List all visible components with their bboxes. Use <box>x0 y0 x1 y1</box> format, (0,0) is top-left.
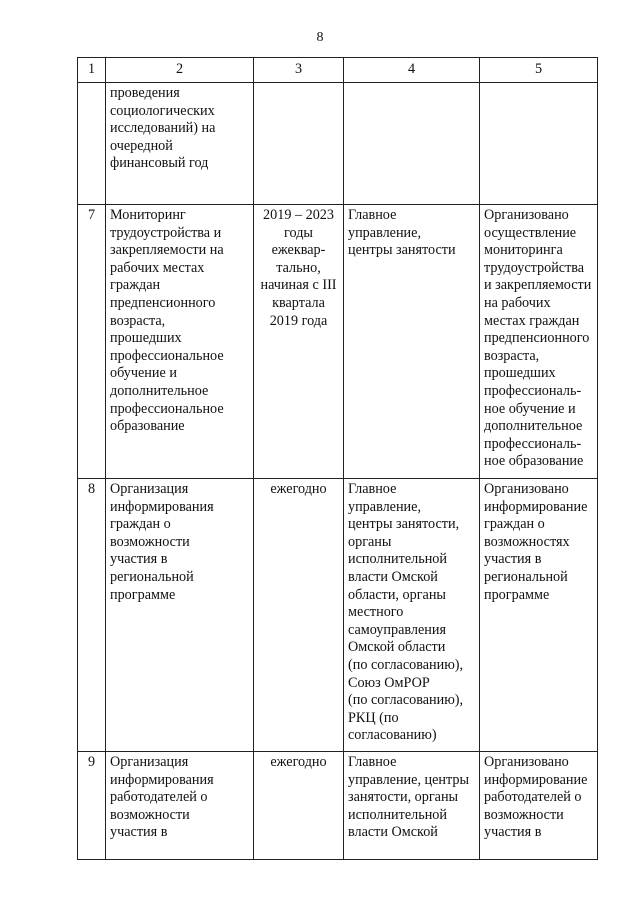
row-number: 8 <box>78 479 106 752</box>
row-number: 9 <box>78 751 106 859</box>
measure-timing: ежегодно <box>254 751 344 859</box>
measure-result: Организовано информирование граждан о возможностях участия в региональной программе <box>480 479 598 752</box>
table-header-row <box>78 58 598 83</box>
measure-executor: Главное управление, центры занятости, органы исполнительной власти Омской <box>344 751 480 859</box>
measure-name: проведения социологических исследований) на очередной финансовый год <box>106 83 254 205</box>
measure-result: Организовано осуществление мониторинга трудоустройства и закрепляемости на рабочих местах граждан предпенсионного возраста, прошедших профессиональ- ное обучение и дополнительное профессиональ- ное образование <box>480 205 598 479</box>
page-number: 8 <box>316 30 324 45</box>
measure-executor: Главное управление, центры занятости <box>344 205 480 479</box>
measure-name: Мониторинг трудоустройства и закрепляемости на рабочих местах граждан предпенсионного возраста, прошедших профессиональное обучение и дополнительное профессиональное образование <box>106 205 254 479</box>
table-row <box>78 205 598 479</box>
table-row <box>78 751 598 859</box>
measure-name: Организация информирования граждан о возможности участия в региональной программе <box>106 479 254 752</box>
measure-timing: ежегодно <box>254 479 344 752</box>
measure-executor <box>344 83 480 205</box>
header-col-1: 1 <box>78 58 106 83</box>
row-number <box>78 83 106 205</box>
measure-result: Организовано информирование работодателей о возможности участия в <box>480 751 598 859</box>
header-col-4: 4 <box>344 58 480 83</box>
measure-name: Организация информирования работодателей о возможности участия в <box>106 751 254 859</box>
header-col-5: 5 <box>480 58 598 83</box>
measure-timing <box>254 83 344 205</box>
table-row <box>78 479 598 752</box>
measure-executor: Главное управление, центры занятости, органы исполнительной власти Омской области, органы местного самоуправления Омской области (по согласованию), Союз ОмРОР (по согласованию), РКЦ (по согласованию) <box>344 479 480 752</box>
header-col-2: 2 <box>106 58 254 83</box>
header-col-3: 3 <box>254 58 344 83</box>
measure-result <box>480 83 598 205</box>
measures-table <box>77 57 598 860</box>
measure-timing: 2019 – 2023 годы ежеквар- тально, начиная с III квартала 2019 года <box>254 205 344 479</box>
table-row-continuation <box>78 83 598 205</box>
row-number: 7 <box>78 205 106 479</box>
